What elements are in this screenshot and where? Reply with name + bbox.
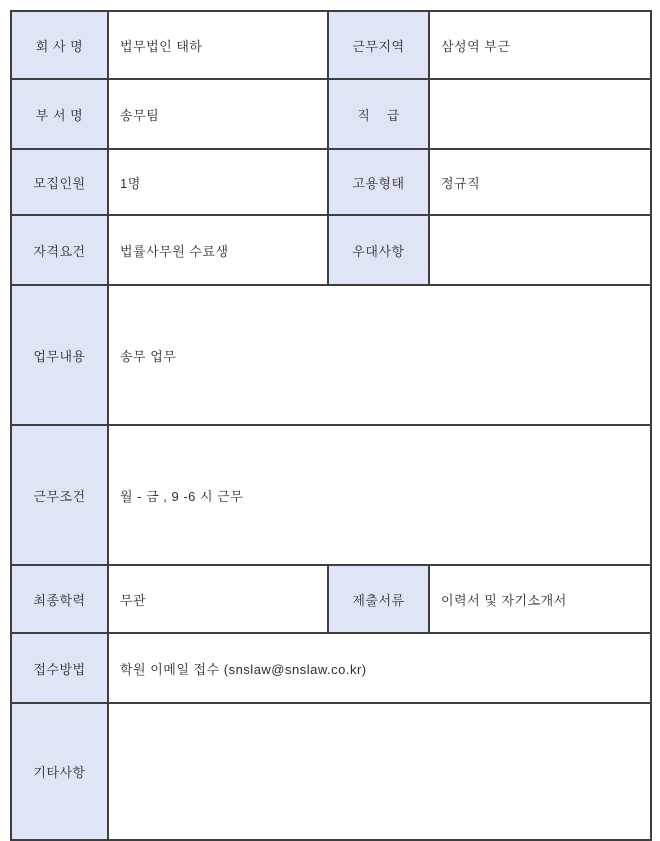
table-row-misc xyxy=(11,703,651,840)
field-value-job-description: 송무 업무 xyxy=(108,285,651,425)
field-value-department: 송무팀 xyxy=(108,79,328,149)
field-label-department: 부 서 명 xyxy=(11,79,108,149)
job-posting-table xyxy=(10,10,652,841)
table-row-job-description xyxy=(11,285,651,425)
field-label-application-method: 접수방법 xyxy=(11,633,108,703)
field-label-work-conditions: 근무조건 xyxy=(11,425,108,565)
field-value-work-location: 삼성역 부근 xyxy=(429,11,651,79)
field-label-work-location: 근무지역 xyxy=(328,11,429,79)
field-value-position-rank xyxy=(429,79,651,149)
field-value-submission-documents: 이력서 및 자기소개서 xyxy=(429,565,651,633)
field-label-education: 최종학력 xyxy=(11,565,108,633)
table-row-qualifications xyxy=(11,215,651,285)
field-label-preferred: 우대사항 xyxy=(328,215,429,285)
field-value-qualifications: 법률사무원 수료생 xyxy=(108,215,328,285)
table-row-application-method xyxy=(11,633,651,703)
table-row-education xyxy=(11,565,651,633)
field-label-misc: 기타사항 xyxy=(11,703,108,840)
field-label-position-rank: 직 급 xyxy=(328,79,429,149)
field-value-work-conditions: 월 - 금 , 9 -6 시 근무 xyxy=(108,425,651,565)
table-row-work-conditions xyxy=(11,425,651,565)
field-label-employment-type: 고용형태 xyxy=(328,149,429,215)
field-label-qualifications: 자격요건 xyxy=(11,215,108,285)
field-value-misc xyxy=(108,703,651,840)
table-row-department xyxy=(11,79,651,149)
field-value-headcount: 1명 xyxy=(108,149,328,215)
field-value-company-name: 법무법인 태하 xyxy=(108,11,328,79)
field-value-application-method: 학원 이메일 접수 (snslaw@snslaw.co.kr) xyxy=(108,633,651,703)
field-value-preferred xyxy=(429,215,651,285)
field-value-education: 무관 xyxy=(108,565,328,633)
table-row-company xyxy=(11,11,651,79)
field-label-job-description: 업무내용 xyxy=(11,285,108,425)
field-label-headcount: 모집인원 xyxy=(11,149,108,215)
field-label-company-name: 회 사 명 xyxy=(11,11,108,79)
table-row-headcount xyxy=(11,149,651,215)
field-label-submission-documents: 제출서류 xyxy=(328,565,429,633)
field-value-employment-type: 정규직 xyxy=(429,149,651,215)
